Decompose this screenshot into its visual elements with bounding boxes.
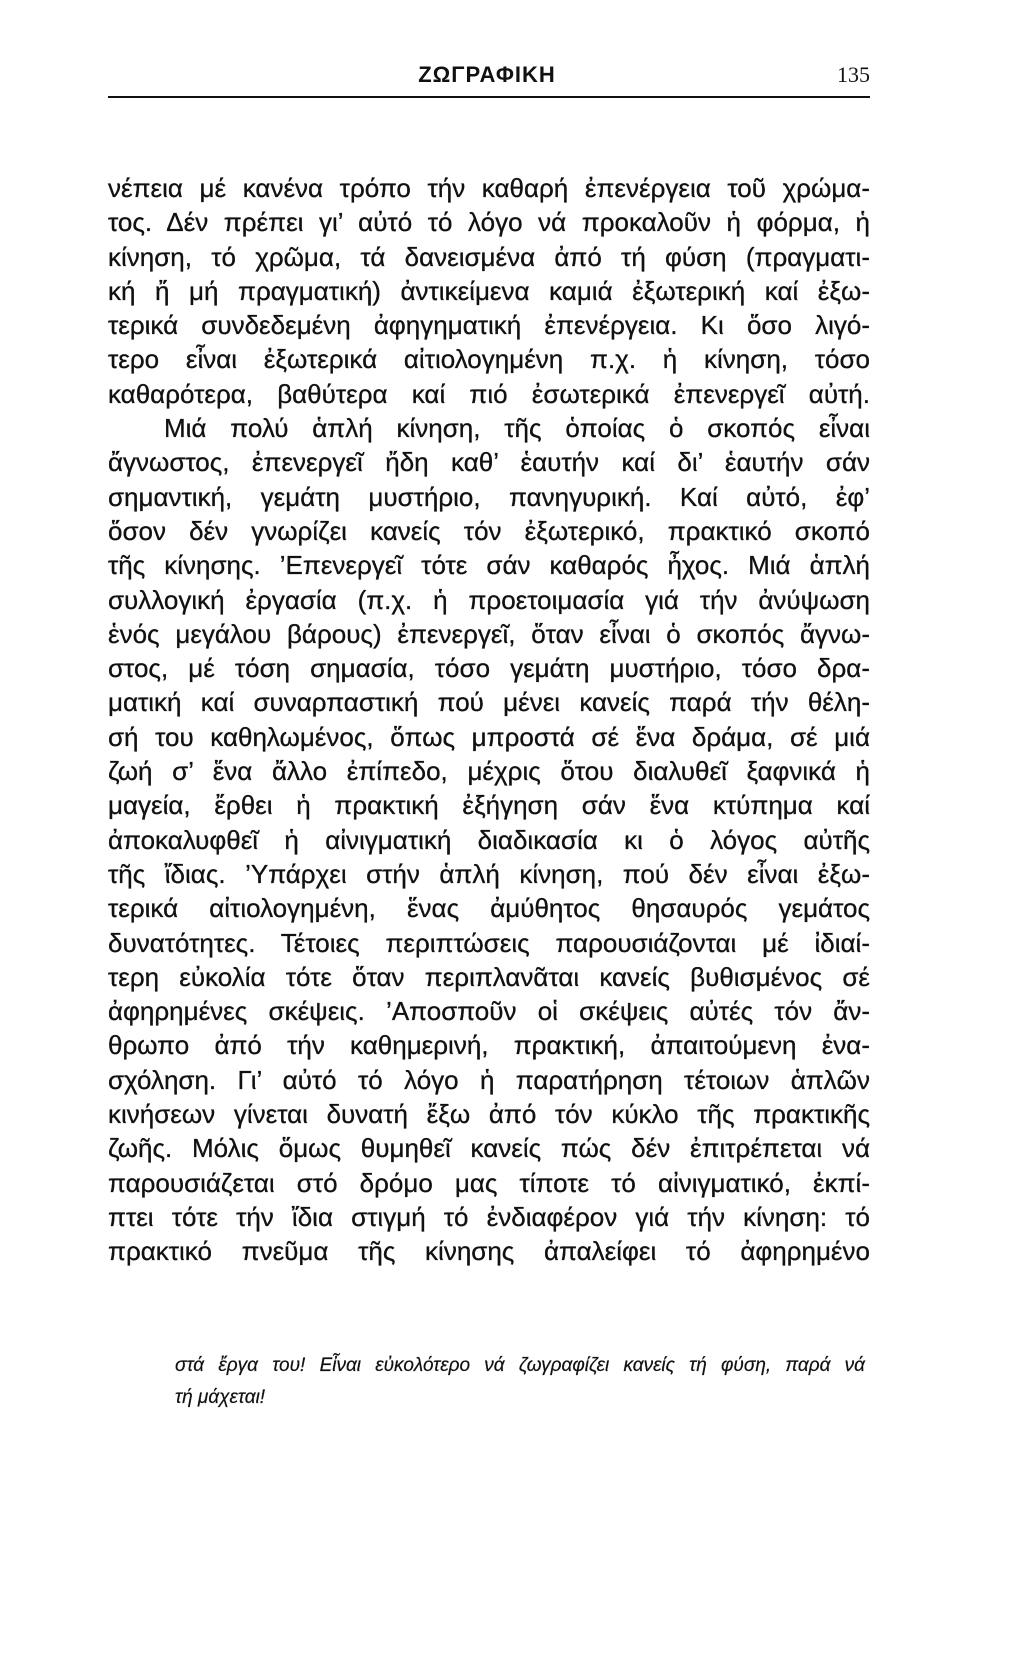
footnote-line: τή μάχεται!: [175, 1387, 266, 1408]
body-line: σή του καθηλωμένος, ὅπως μπροστά σέ ἕνα δράμα, σέ μιά: [108, 721, 870, 752]
body-line: τῆς ἴδιας. ’Υπάρχει στήν ἁπλή κίνηση, πού δέν εἶναι ἐξω-: [108, 858, 870, 889]
body-line: δυνατότητες. Τέτοιες περιπτώσεις παρουσιάζονται μέ ἰδιαί-: [108, 927, 870, 958]
running-head: ΖΩΓΡΑΦΙΚΗ: [418, 62, 556, 87]
body-line: τερη εὐκολία τότε ὅταν περιπλανᾶται κανείς βυθισμένος σέ: [108, 961, 870, 992]
body-line: τος. Δέν πρέπει γι’ αὐτό τό λόγο νά προκαλοῦν ἡ φόρμα, ἡ: [108, 207, 870, 238]
body-line: πρακτικό πνεῦμα τῆς κίνησης ἀπαλείφει τό ἀφηρημένο: [108, 1236, 870, 1267]
body-line: τερο εἶναι ἐξωτερικά αἰτιολογημένη π.χ. ἡ κίνηση, τόσο: [108, 344, 870, 375]
body-line: ἀποκαλυφθεῖ ἡ αἰνιγματική διαδικασία κι ὁ λόγος αὐτῆς: [108, 824, 870, 855]
body-line: τερικά συνδεδεμένη ἀφηγηματική ἐπενέργεια. Κι ὅσο λιγό-: [108, 310, 870, 341]
body-line: κινήσεων γίνεται δυνατή ἔξω ἀπό τόν κύκλο τῆς πρακτικῆς: [108, 1099, 870, 1130]
paragraph-first-line: Μιά πολύ ἁπλή κίνηση, τῆς ὁποίας ὁ σκοπός εἶναι: [164, 413, 870, 444]
body-line: ἄγνωστος, ἐπενεργεῖ ἤδη καθ’ ἑαυτήν καί δι’ ἑαυτήν σάν: [108, 447, 870, 478]
body-line: ζωή σ’ ἕνα ἄλλο ἐπίπεδο, μέχρις ὅτου διαλυθεῖ ξαφνικά ἡ: [108, 756, 870, 787]
body-line: νέπεια μέ κανένα τρόπο τήν καθαρή ἐπενέργεια τοῦ χρώμα-: [108, 173, 870, 203]
body-line: σχόληση. Γι’ αὐτό τό λόγο ἡ παρατήρηση τέτοιων ἁπλῶν: [108, 1064, 870, 1095]
body-line: σημαντική, γεμάτη μυστήριο, πανηγυρική. Καί αὐτό, ἐφ’: [108, 481, 870, 512]
body-line: ὅσον δέν γνωρίζει κανείς τόν ἐξωτερικό, πρακτικό σκοπό: [108, 515, 870, 546]
footnote: [175, 1350, 865, 1414]
body-line: κίνηση, τό χρῶμα, τά δανεισμένα ἀπό τή φύση (πραγματι-: [108, 241, 870, 272]
body-line: τῆς κίνησης. ’Επενεργεῖ τότε σάν καθαρός ἦχος. Μιά ἁπλή: [108, 550, 870, 581]
body-line: τερικά αἰτιολογημένη, ἕνας ἀμύθητος θησαυρός γεμάτος: [108, 893, 870, 924]
body-line: ἑνός μεγάλου βάρους) ἐπενεργεῖ, ὅταν εἶναι ὁ σκοπός ἄγνω-: [108, 618, 870, 649]
body-line: μαγεία, ἔρθει ἡ πρακτική ἐξήγηση σάν ἕνα κτύπημα καί: [108, 790, 870, 821]
body-line: συλλογική ἐργασία (π.χ. ἡ προετοιμασία γιά τήν ἀνύψωση: [108, 584, 870, 615]
body-line: στος, μέ τόση σημασία, τόσο γεμάτη μυστήριο, τόσο δρα-: [108, 653, 870, 684]
body-line: κή ἤ μή πραγματική) ἀντικείμενα καμιά ἐξωτερική καί ἐξω-: [108, 275, 870, 306]
body-line: παρουσιάζεται στό δρόμο μας τίποτε τό αἰνιγματικό, ἐκπί-: [108, 1167, 870, 1198]
body-line: πτει τότε τήν ἴδια στιγμή τό ἐνδιαφέρον γιά τήν κίνηση: τό: [108, 1201, 870, 1232]
body-line: ματική καί συναρπαστική πού μένει κανείς παρά τήν θέλη-: [108, 687, 870, 718]
header-rule: [108, 96, 870, 98]
body-line: θρωπο ἀπό τήν καθημερινή, πρακτική, ἀπαιτούμενη ἐνα-: [108, 1030, 870, 1061]
body-line: ζωῆς. Μόλις ὅμως θυμηθεῖ κανείς πώς δέν ἐπιτρέπεται νά: [108, 1133, 870, 1164]
footnote-line: στά ἔργα του! Εἶναι εὐκολότερο νά ζωγραφίζει κανείς τή φύση, παρά νά: [175, 1355, 865, 1376]
body-line: καθαρότερα, βαθύτερα καί πιό ἐσωτερικά ἐπενεργεῖ αὐτή.: [108, 378, 870, 409]
body-line: ἀφηρημένες σκέψεις. ’Αποσποῦν οἱ σκέψεις αὐτές τόν ἄν-: [108, 996, 870, 1027]
body-text: [108, 171, 870, 1269]
page-number: 135: [837, 62, 870, 87]
